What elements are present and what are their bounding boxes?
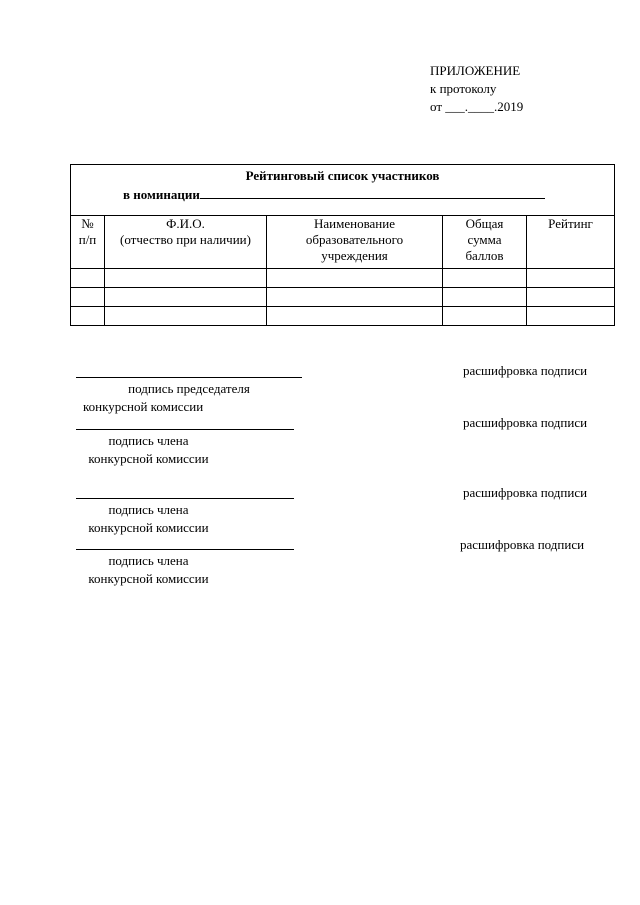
column-header-line: Общая — [465, 216, 504, 231]
member-signature-label — [76, 432, 221, 468]
column-header-institution — [267, 216, 443, 269]
signature-label-line: конкурсной комиссии — [88, 571, 209, 586]
column-header-total-score — [443, 216, 527, 269]
appendix-date: от ___.____.2019 — [430, 99, 524, 114]
signature-label-line: подпись члена — [108, 553, 189, 568]
appendix-title: ПРИЛОЖЕНИЕ — [430, 63, 521, 78]
column-header-name — [105, 216, 267, 269]
table-cell[interactable] — [443, 307, 527, 326]
table-row — [71, 269, 615, 288]
signature-label-line: конкурсной комиссии — [83, 399, 204, 414]
table-cell[interactable] — [443, 269, 527, 288]
column-header-line: п/п — [78, 232, 97, 247]
signature-label-line: подпись члена — [108, 433, 189, 448]
signature-line[interactable] — [76, 549, 294, 550]
decode-signature-label: расшифровка подписи — [463, 363, 588, 378]
column-header-line: Рейтинг — [548, 216, 593, 231]
column-header-line: сумма — [467, 232, 502, 247]
appendix-protocol-ref: к протоколу — [430, 81, 497, 96]
nomination-line — [123, 185, 545, 203]
table-cell[interactable] — [527, 288, 615, 307]
signature-label-line: конкурсной комиссии — [88, 520, 209, 535]
appendix-header — [430, 62, 523, 116]
table-cell[interactable] — [71, 288, 105, 307]
table-row — [71, 288, 615, 307]
column-header-line: Наименование — [314, 216, 395, 231]
table-cell[interactable] — [71, 307, 105, 326]
signature-line[interactable] — [76, 429, 294, 430]
decode-signature-label: расшифровка подписи — [463, 415, 588, 430]
signature-label-line: подпись председателя — [128, 381, 250, 396]
table-cell[interactable] — [267, 288, 443, 307]
table-cell[interactable] — [267, 307, 443, 326]
column-header-line: баллов — [465, 248, 504, 263]
column-header-line: (отчество при наличии) — [120, 232, 251, 247]
signature-line[interactable] — [76, 498, 294, 499]
table-title-cell — [71, 165, 615, 216]
column-header-rating — [527, 216, 615, 269]
signature-label-line: подпись члена — [108, 502, 189, 517]
table-cell[interactable] — [527, 307, 615, 326]
column-header-line: образовательного — [305, 232, 404, 247]
nomination-blank — [200, 185, 545, 199]
member-signature-label — [76, 501, 221, 537]
table-cell[interactable] — [443, 288, 527, 307]
table-cell[interactable] — [105, 288, 267, 307]
signature-label-line: конкурсной комиссии — [88, 451, 209, 466]
table-title: Рейтинговый список участников — [245, 168, 440, 183]
member-signature-label — [76, 552, 221, 588]
nomination-label: в номинации — [123, 187, 200, 202]
decode-signature-label: расшифровка подписи — [463, 485, 588, 500]
table-row — [71, 307, 615, 326]
table-cell[interactable] — [105, 269, 267, 288]
column-header-number — [71, 216, 105, 269]
decode-signature-label: расшифровка подписи — [460, 537, 585, 552]
column-header-line: учреждения — [321, 248, 388, 263]
signature-line[interactable] — [76, 377, 302, 378]
chairman-signature-label — [76, 380, 302, 416]
table-cell[interactable] — [527, 269, 615, 288]
table-cell[interactable] — [267, 269, 443, 288]
table-cell[interactable] — [71, 269, 105, 288]
column-header-line: № — [81, 216, 94, 231]
rating-table — [70, 164, 615, 326]
table-cell[interactable] — [105, 307, 267, 326]
column-header-line: Ф.И.О. — [166, 216, 205, 231]
